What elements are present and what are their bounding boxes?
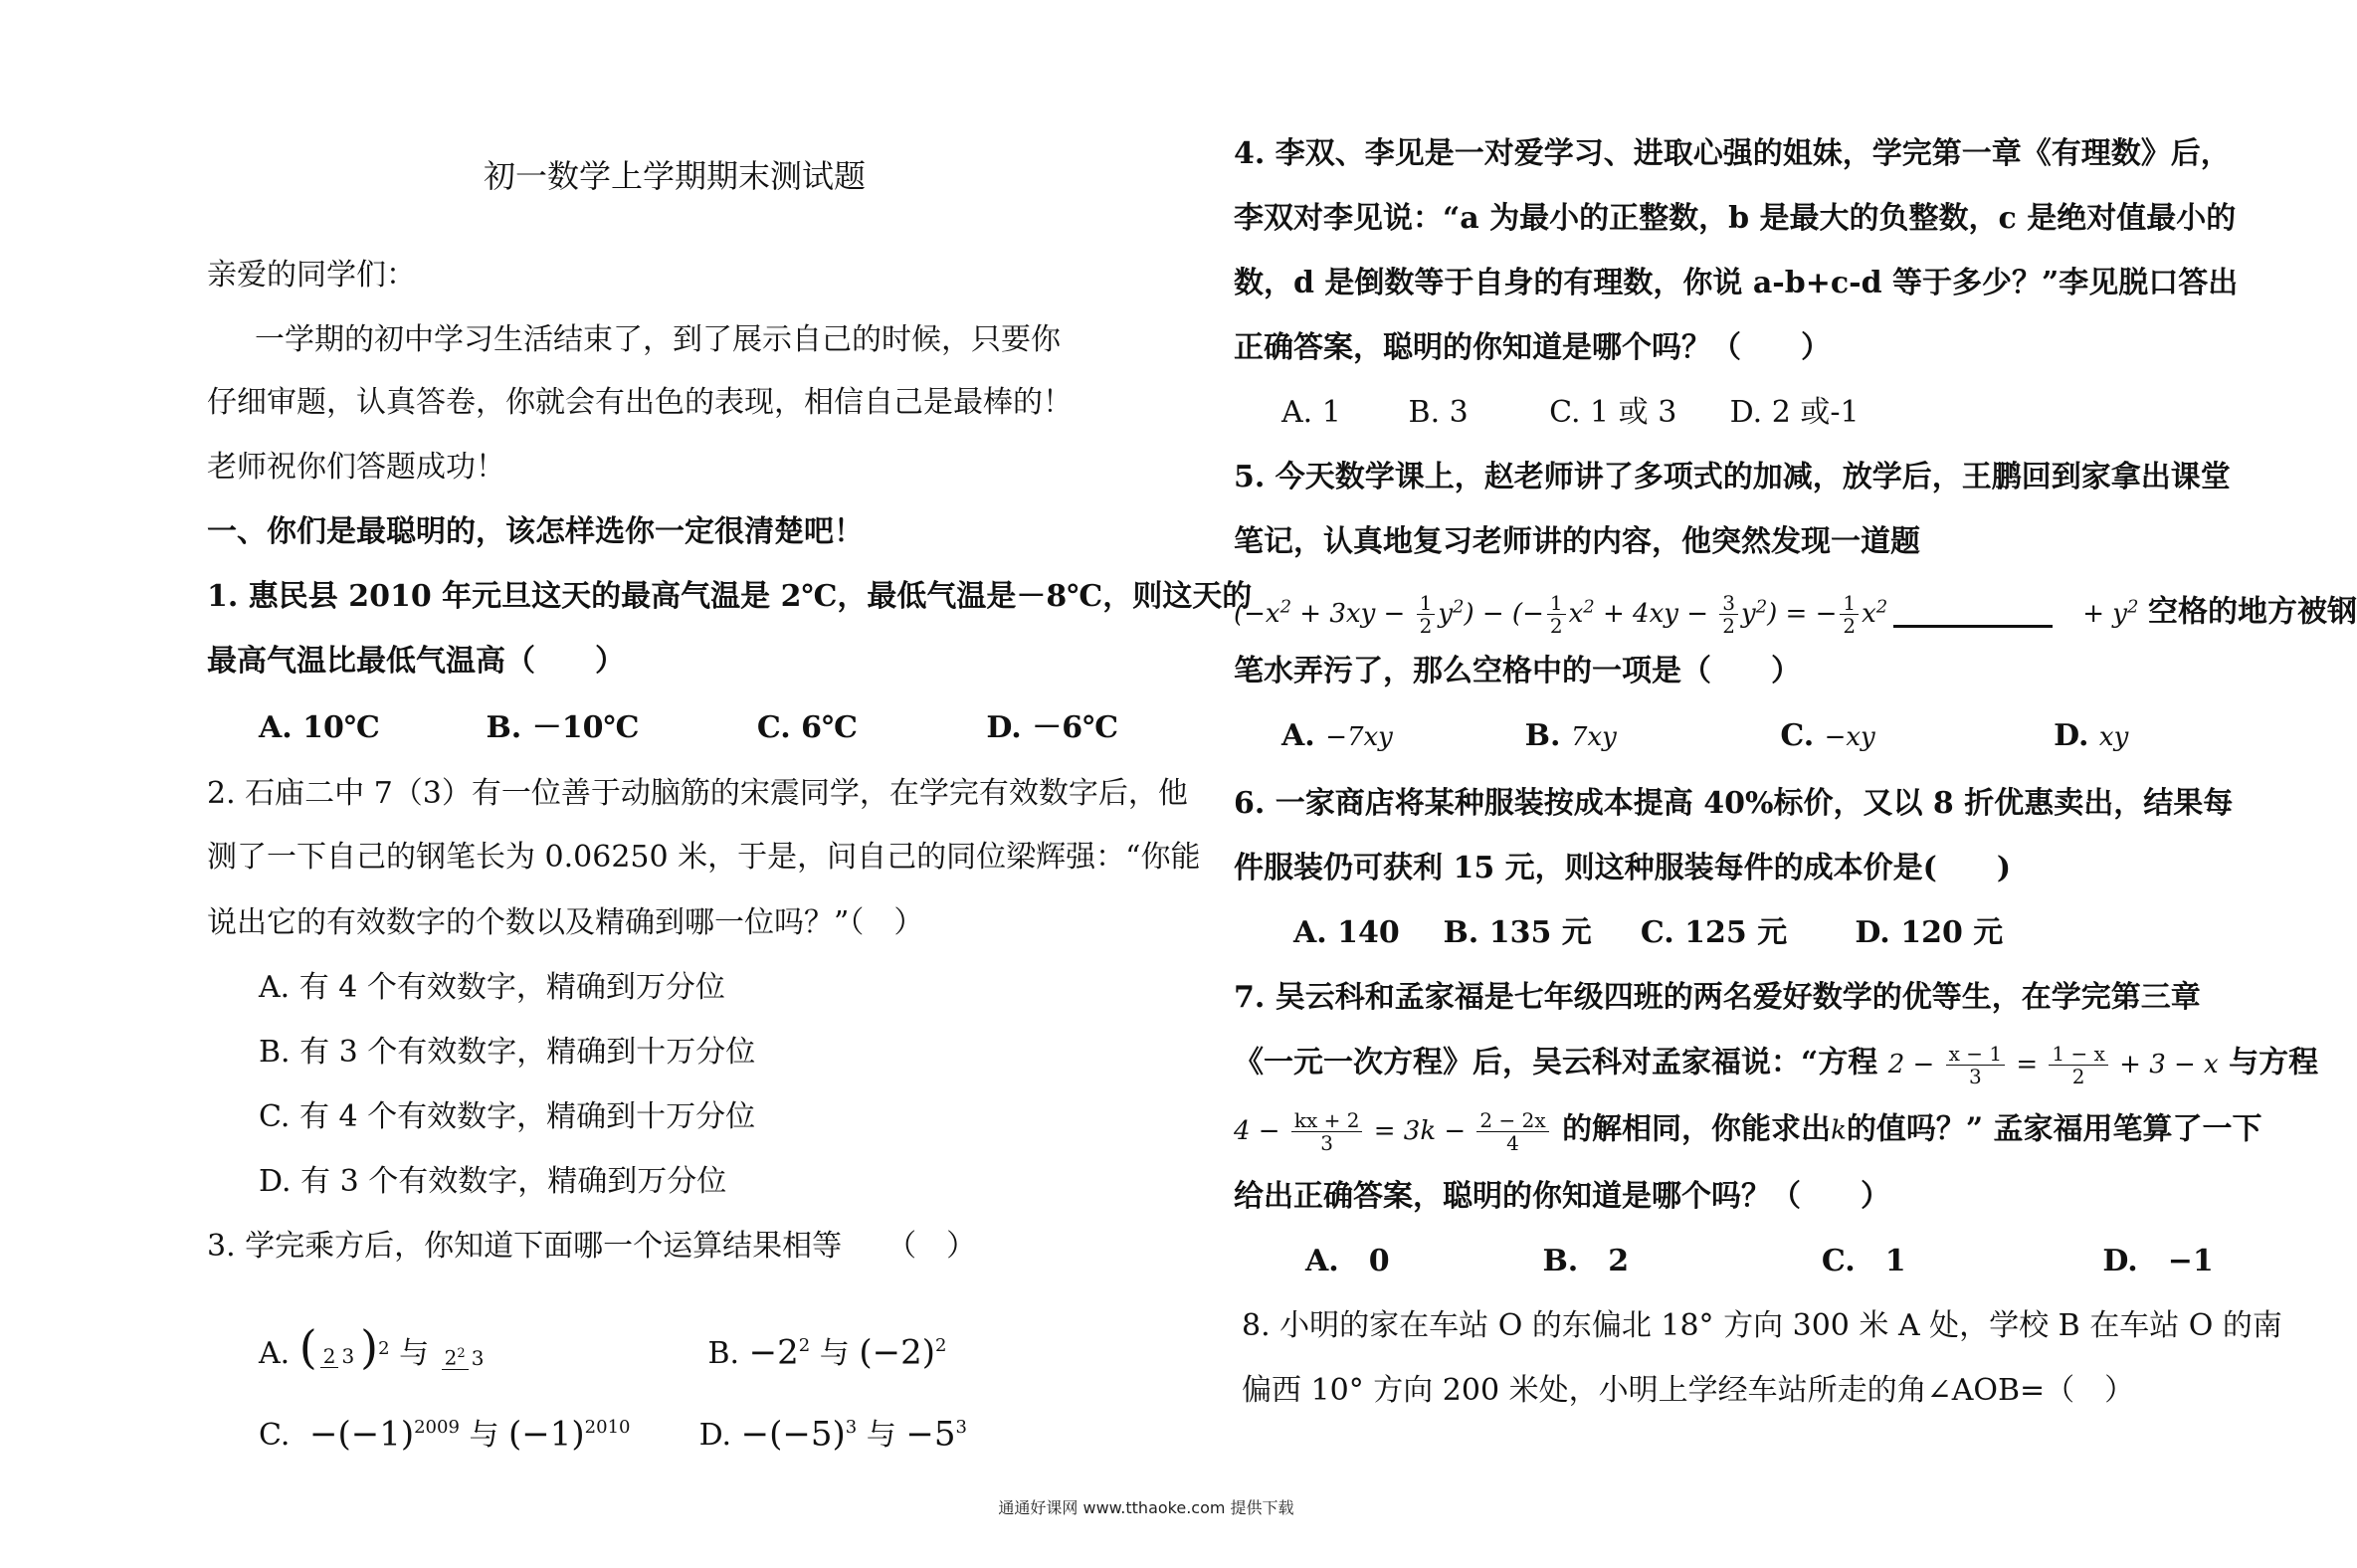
q3-and-d: 与 bbox=[866, 1418, 896, 1454]
q7-option-b: B. 2 bbox=[1542, 1244, 1630, 1278]
q4-line-1: 4. 李双、李见是一对爱学习、进取心强的姐妹，学完第一章《有理数》后， bbox=[1234, 136, 2231, 171]
section-heading-1: 一、你们是最聪明的，该怎样选你一定很清楚吧！ bbox=[207, 514, 864, 549]
q3-option-c-label: C. bbox=[259, 1418, 291, 1454]
q1-line-2: 最高气温比最低气温高（ ） bbox=[207, 644, 625, 679]
right-column bbox=[1234, 0, 2357, 1568]
q2-line-2: 测了一下自己的钢笔长为 0.06250 米，于是，问自己的同位梁辉强：“你能 bbox=[207, 840, 1201, 875]
q1-option-c: C. 6℃ bbox=[756, 710, 858, 745]
intro-line-1: 一学期的初中学习生活结束了，到了展示自己的时候，只要你 bbox=[255, 322, 1061, 357]
q4-option-b: B. 3 bbox=[1408, 395, 1469, 430]
q3-option-a-expr-2: 22 3 bbox=[439, 1320, 491, 1390]
q2-option-a: A. 有 4 个有效数字，精确到万分位 bbox=[259, 970, 725, 1005]
q3-options-cd bbox=[207, 1398, 1162, 1458]
q7-option-a: A. 0 bbox=[1305, 1244, 1390, 1278]
q5-expression: ($-x^2 + 3xy$ − $\frac{1}{2}$ $y^2$) − (− $\frac{1}{2}$ $x^2 + 4xy$ − $\frac{3}{2}$ $y^2$) = − $\frac{1}{2}$ $x^2$ bbox=[1234, 591, 1888, 639]
q5-option-c: C. bbox=[1780, 718, 1815, 753]
q5-option-b: B. bbox=[1524, 718, 1561, 753]
q6-option-d: D. 120 元 bbox=[1855, 915, 2004, 950]
q7-line-2-tail: 与方程 bbox=[2229, 1045, 2319, 1080]
q3-options-ab bbox=[207, 1311, 1162, 1381]
q4-options bbox=[1234, 393, 2199, 433]
left-column bbox=[207, 0, 1253, 1568]
q6-line-1: 6. 一家商店将某种服装按成本提高 40%标价，又以 8 折优惠卖出，结果每 bbox=[1234, 786, 2234, 821]
q6-option-b: B. 135 元 bbox=[1443, 915, 1592, 950]
q3-option-c-expr: −(−1)2009 bbox=[308, 1414, 460, 1455]
q1-option-a: A. 10℃ bbox=[259, 710, 380, 745]
q4-line-3: 数，d 是倒数等于自身的有理数，你说 a-b+c-d 等于多少？”李见脱口答出 bbox=[1234, 266, 2239, 300]
q5-option-d-value: xy bbox=[2098, 722, 2129, 752]
q7-line-1: 7. 吴云科和孟家福是七年级四班的两名爱好数学的优等生，在学完第三章 bbox=[1234, 980, 2201, 1015]
q3-option-d-expr: −(−5)3 bbox=[740, 1414, 858, 1455]
greeting: 亲爱的同学们： bbox=[207, 258, 416, 293]
q1-line-1: 1. 惠民县 2010 年元旦这天的最高气温是 2℃，最低气温是－8℃，则这天的 bbox=[207, 579, 1253, 614]
q7-options bbox=[1234, 1242, 2214, 1281]
q1-option-d: D. －6℃ bbox=[986, 710, 1119, 745]
q7-option-c: C. 1 bbox=[1821, 1244, 1906, 1278]
q7-line-3: 4 − $\frac{kx + 2}{3}$ = 3k − $\frac{2 - 2x}{4}$ 的解相同，你能求出k的值吗？” 孟家福用笔算了一下 bbox=[1234, 1108, 2262, 1155]
q5-line-1: 5. 今天数学课上，赵老师讲了多项式的加减，放学后，王鹏回到家拿出课堂 bbox=[1234, 460, 2231, 494]
q8-line-1: 8. 小明的家在车站 O 的东偏北 18° 方向 300 米 A 处，学校 B 在车站 O 的南 bbox=[1242, 1308, 2282, 1343]
q3-line-1: 3. 学完乘方后，你知道下面哪一个运算结果相等 （ ） bbox=[207, 1229, 977, 1264]
intro-line-3: 老师祝你们答题成功！ bbox=[207, 450, 505, 485]
q2-line-3: 说出它的有效数字的个数以及精确到哪一位吗？”（ ） bbox=[207, 905, 924, 940]
q7-line-3-mid: 的解相同，你能求出 bbox=[1562, 1111, 1832, 1147]
q5-option-d: D. bbox=[2054, 718, 2089, 753]
q6-options bbox=[1234, 913, 2199, 953]
q3-option-b-expr-2: (−2)2 bbox=[859, 1332, 947, 1373]
q1-option-b: B. －10℃ bbox=[486, 710, 640, 745]
q5-option-b-value: 7xy bbox=[1570, 722, 1617, 752]
q5-option-c-value: −xy bbox=[1824, 722, 1875, 752]
q3-option-d-expr-2: −53 bbox=[905, 1414, 967, 1455]
q2-option-d: D. 有 3 个有效数字，精确到万分位 bbox=[259, 1164, 727, 1199]
q4-line-4: 正确答案，聪明的你知道是哪个吗？（ ） bbox=[1234, 330, 1831, 365]
q4-option-c: C. 1 或 3 bbox=[1549, 395, 1677, 430]
q7-option-d: D. −1 bbox=[2102, 1244, 2214, 1278]
q7-equation-2: 4 − $\frac{kx + 2}{3}$ = 3k − $\frac{2 - 2x}{4}$ bbox=[1234, 1116, 1552, 1146]
q3-and-a: 与 bbox=[399, 1336, 430, 1372]
q5-option-a-value: −7xy bbox=[1325, 722, 1393, 752]
q3-option-d-label: D. bbox=[698, 1418, 732, 1454]
q2-option-b: B. 有 3 个有效数字，精确到十万分位 bbox=[259, 1035, 756, 1070]
q4-line-2: 李双对李见说：“a 为最小的正整数，b 是最大的负整数，c 是绝对值最小的 bbox=[1234, 201, 2237, 236]
q6-option-c: C. 125 元 bbox=[1640, 915, 1788, 950]
q5-expression-tail: + $y^2$ bbox=[2082, 596, 2139, 629]
q2-option-c: C. 有 4 个有效数字，精确到十万分位 bbox=[259, 1099, 756, 1134]
q5-blank bbox=[1893, 599, 2053, 628]
q7-equation-1: 2 − $\frac{x - 1}{3}$ = $\frac{1 - x}{2}$ + 3 − x bbox=[1887, 1042, 2219, 1088]
q7-line-3-tail: 的值吗？” 孟家福用笔算了一下 bbox=[1846, 1111, 2262, 1147]
q2-line-1: 2. 石庙二中 7（3）有一位善于动脑筋的宋震同学，在学完有效数字后，他 bbox=[207, 776, 1188, 811]
q7-line-4: 给出正确答案，聪明的你知道是哪个吗？（ ） bbox=[1234, 1179, 1890, 1214]
intro-line-2: 仔细审题，认真答卷，你就会有出色的表现，相信自己是最棒的！ bbox=[207, 385, 1073, 420]
q3-option-b-label: B. bbox=[707, 1336, 740, 1372]
q1-options bbox=[207, 708, 1162, 748]
page-title: 初一数学上学期期末测试题 bbox=[484, 157, 867, 195]
q3-option-b-expr: −22 bbox=[748, 1332, 811, 1373]
page-footer: 通通好课网 www.tthaoke.com 提供下载 bbox=[998, 1498, 1294, 1517]
q3-option-a-expr: ( 2 3 )2 bbox=[298, 1320, 390, 1375]
q3-option-c-expr-2: (−1)2010 bbox=[508, 1414, 631, 1455]
q3-option-a-label: A. bbox=[259, 1336, 291, 1372]
q3-and-b: 与 bbox=[819, 1336, 850, 1372]
q3-and-c: 与 bbox=[469, 1418, 499, 1454]
q5-options bbox=[1234, 716, 2199, 757]
q6-option-a: A. 140 bbox=[1293, 915, 1400, 950]
q5-line-2: 笔记，认真地复习老师讲的内容，他突然发现一道题 bbox=[1234, 524, 1920, 559]
q7-line-2 bbox=[1234, 1042, 2319, 1088]
q5-line-3 bbox=[1234, 587, 2357, 639]
q8-line-2: 偏西 10° 方向 200 米处，小明上学经车站所走的角∠AOB=（ ） bbox=[1242, 1373, 2135, 1408]
q5-option-a: A. bbox=[1281, 718, 1315, 753]
q6-line-2: 件服装仍可获利 15 元，则这种服装每件的成本价是( ) bbox=[1234, 851, 2012, 885]
q4-option-a: A. 1 bbox=[1281, 395, 1341, 430]
q7-line-2-head: 《一元一次方程》后，吴云科对孟家福说：“方程 bbox=[1234, 1045, 1878, 1080]
q5-line-3-tail: 空格的地方被钢 bbox=[2148, 594, 2357, 630]
q5-line-4: 笔水弄污了，那么空格中的一项是（ ） bbox=[1234, 654, 1801, 688]
q4-option-d: D. 2 或-1 bbox=[1729, 395, 1860, 430]
